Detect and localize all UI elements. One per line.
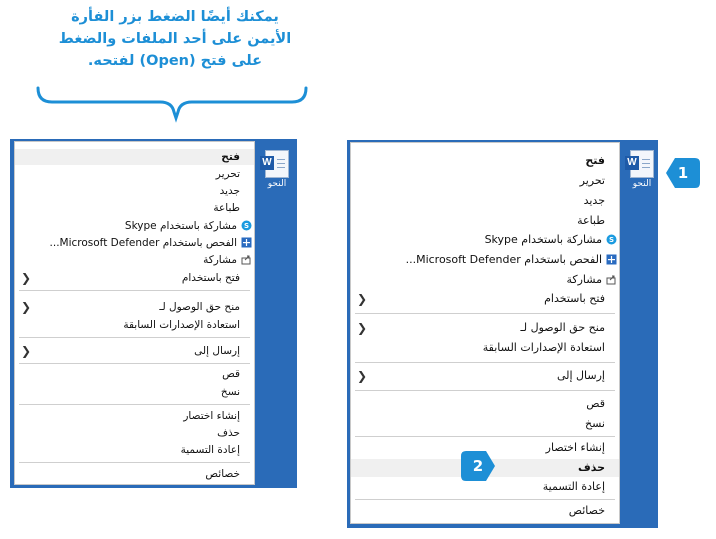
menu-item-delete[interactable]: حذف (351, 459, 619, 477)
chevron-left-icon: ❮ (357, 292, 368, 306)
menu-item-cut[interactable]: قص (586, 397, 605, 410)
word-document-icon: W (630, 150, 654, 178)
share-icon (606, 274, 617, 285)
menu-item-rename[interactable]: إعادة التسمية (180, 444, 240, 456)
menu-item-rename[interactable]: إعادة التسمية (542, 480, 605, 493)
defender-shield-icon (606, 254, 617, 265)
menu-separator (19, 462, 250, 463)
menu-item-copy[interactable]: نسخ (220, 386, 240, 398)
skype-icon (606, 234, 617, 245)
menu-separator (355, 362, 615, 363)
chevron-left-icon: ❮ (357, 321, 368, 335)
menu-separator (19, 363, 250, 364)
step-number: 1 (677, 164, 689, 182)
skype-icon (241, 220, 252, 231)
menu-item-share-skype[interactable]: S مشاركة باستخدام Skype (15, 218, 254, 234)
menu-separator (19, 404, 250, 405)
context-menu-left (14, 141, 255, 485)
menu-item-edit[interactable]: تحرير (215, 168, 240, 180)
menu-item-properties[interactable]: خصائص (205, 468, 240, 480)
chevron-left-icon: ❮ (357, 369, 368, 383)
menu-item-send-to[interactable]: إرسال إلى ❮ (357, 369, 605, 383)
menu-item-edit[interactable]: تحرير (579, 174, 605, 187)
menu-item-restore[interactable]: استعادة الإصدارات السابقة (482, 341, 605, 354)
menu-item-print[interactable]: طباعة (577, 214, 605, 227)
menu-item-create-shortcut[interactable]: إنشاء اختصار (183, 410, 240, 422)
callout-line-2: الأيمن على أحد الملفات والضغط (58, 31, 292, 47)
menu-item-delete[interactable]: حذف (217, 427, 240, 439)
word-document-icon: W (265, 150, 289, 178)
menu-item-share[interactable]: مشاركة (351, 272, 619, 288)
svg-text:S: S (608, 236, 615, 245)
menu-item-new[interactable]: جديد (219, 185, 240, 197)
menu-separator (355, 436, 615, 437)
file-name-label: النحو (267, 179, 287, 189)
callout-line-3: على فتح (Open) لفتحه. (87, 53, 263, 69)
menu-item-create-shortcut[interactable]: إنشاء اختصار (545, 441, 605, 454)
menu-item-give-access[interactable]: منح حق الوصول لـ ❮ (357, 321, 605, 335)
menu-item-send-to[interactable]: إرسال إلى ❮ (21, 344, 240, 358)
word-file-left[interactable] (259, 150, 295, 189)
menu-item-restore[interactable]: استعادة الإصدارات السابقة (123, 319, 240, 331)
menu-item-share[interactable]: مشاركة (15, 252, 254, 268)
callout-bracket (0, 0, 716, 160)
menu-item-defender[interactable]: الفحص باستخدام Microsoft Defender... (351, 252, 619, 268)
menu-item-properties[interactable]: خصائص (568, 504, 605, 517)
menu-item-cut[interactable]: قص (222, 368, 240, 380)
word-file-right[interactable] (624, 150, 660, 189)
menu-separator (19, 337, 250, 338)
menu-separator (355, 499, 615, 500)
chevron-left-icon: ❮ (21, 300, 32, 314)
menu-separator (355, 390, 615, 391)
file-name-label: النحو (632, 179, 652, 189)
chevron-left-icon: ❮ (21, 344, 32, 358)
callout-line-1: يمكنك أيضًا الضغط بزر الفأرة (71, 9, 279, 25)
menu-item-give-access[interactable]: منح حق الوصول لـ ❮ (21, 300, 240, 314)
defender-shield-icon (241, 237, 252, 248)
step-number: 2 (472, 457, 484, 475)
menu-item-copy[interactable]: نسخ (585, 417, 605, 430)
menu-item-defender[interactable]: الفحص باستخدام Microsoft Defender... (15, 235, 254, 251)
menu-item-open-with[interactable]: فتح باستخدام ❮ (357, 292, 605, 306)
menu-separator (19, 290, 250, 291)
menu-item-new[interactable]: جديد (583, 194, 605, 207)
menu-item-print[interactable]: طباعة (213, 202, 240, 214)
chevron-left-icon: ❮ (21, 271, 32, 285)
step-badge-1 (665, 157, 701, 189)
svg-text:S: S (243, 222, 250, 231)
menu-item-share-skype[interactable]: S مشاركة باستخدام Skype (351, 232, 619, 248)
share-icon (241, 254, 252, 265)
menu-item-open-with[interactable]: فتح باستخدام ❮ (21, 271, 240, 285)
menu-item-open[interactable]: فتح (15, 149, 254, 165)
step-badge-2 (460, 450, 496, 482)
menu-separator (355, 313, 615, 314)
menu-item-open[interactable]: فتح (585, 154, 605, 167)
